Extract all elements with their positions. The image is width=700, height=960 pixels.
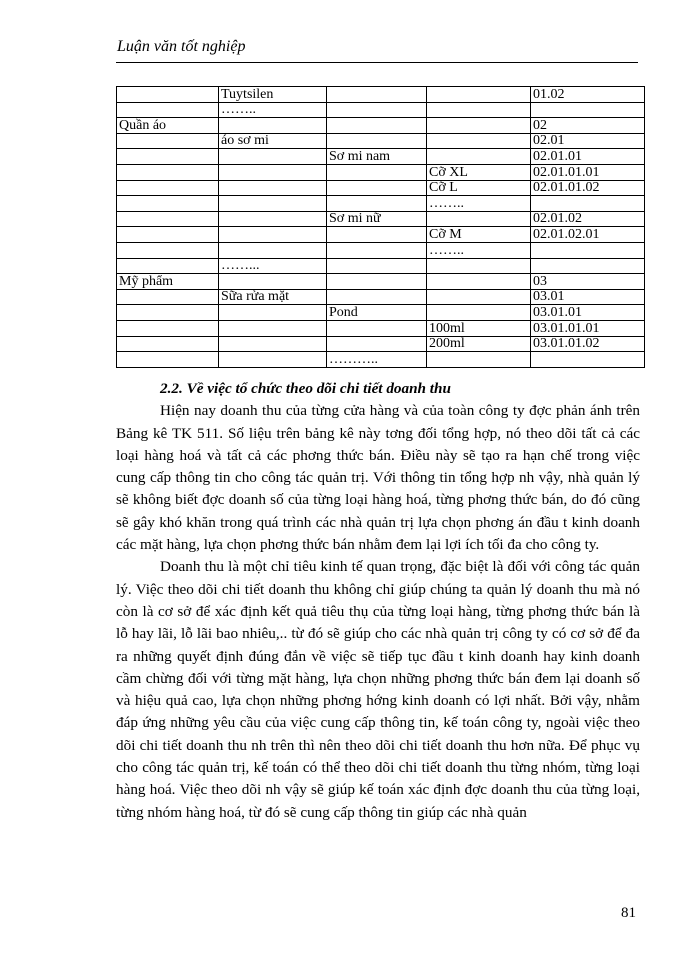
- table-cell: Sơ mi nữ: [327, 211, 427, 227]
- table-cell: [327, 258, 427, 274]
- table-cell: [531, 102, 645, 118]
- section-heading: 2.2. Về việc tổ chức theo dõi chi tiết doanh thu: [160, 380, 451, 397]
- table-cell: [427, 258, 531, 274]
- table-cell: [531, 352, 645, 368]
- table-cell: [117, 164, 219, 180]
- table-cell: Sơ mi nam: [327, 149, 427, 165]
- table-row: [117, 352, 645, 368]
- table-row: [117, 305, 645, 321]
- table-row: [117, 180, 645, 196]
- table-row: [117, 336, 645, 352]
- table-cell: [427, 289, 531, 305]
- table-cell: [219, 274, 327, 290]
- table-cell: [427, 352, 531, 368]
- table-cell: [117, 133, 219, 149]
- table-cell: 03.01.01: [531, 305, 645, 321]
- table-cell: [117, 180, 219, 196]
- table-cell: [117, 305, 219, 321]
- paragraph-1: Hiện nay doanh thu của từng cửa hàng và của toàn công ty đợc phản ánh trên Bảng kê TK 511. Số liệu trên bảng kê này tơng đối tổng hợp, nó theo dõi tất cả các loại hàng hoá và tất cả các phơng thức bán. Điều này sẽ tạo ra hạn chế trong việc cung cấp thông tin cho công tác quản trị. Với thông tin tổng hợp nh vậy, nhà quản lý sẽ không biết đợc doanh số của từng loại hàng hoá, từng phơng thức bán, do đó cũng sẽ gây khó khăn trong quá trình các nhà quản trị lựa chọn phơng án đầu t kinh doanh các mặt hàng, lựa chọn phơng thức bán nhằm đem lại lợi ích tối đa cho công ty.: [116, 402, 640, 554]
- table-cell: Sữa rửa mặt: [219, 289, 327, 305]
- table-cell: [117, 336, 219, 352]
- table-row: [117, 211, 645, 227]
- table-cell: ……..: [219, 102, 327, 118]
- table-row: [117, 149, 645, 165]
- table-row: [117, 102, 645, 118]
- table-cell: [427, 149, 531, 165]
- table-cell: [327, 274, 427, 290]
- table-cell: Cỡ L: [427, 180, 531, 196]
- table-cell: [117, 258, 219, 274]
- table-cell: [327, 102, 427, 118]
- running-header: Luận văn tốt nghiệp: [117, 38, 246, 55]
- table-cell: [427, 87, 531, 103]
- table-cell: [327, 87, 427, 103]
- table-row: [117, 196, 645, 212]
- table-row: [117, 289, 645, 305]
- table-cell: 03.01: [531, 289, 645, 305]
- table-cell: [427, 274, 531, 290]
- table-cell: [219, 211, 327, 227]
- table-cell: [219, 352, 327, 368]
- table-cell: 03.01.01.02: [531, 336, 645, 352]
- page-number: 81: [621, 905, 636, 921]
- table-cell: [327, 180, 427, 196]
- table-cell: 02.01.01: [531, 149, 645, 165]
- table-cell: 03.01.01.01: [531, 320, 645, 336]
- table-cell: 03: [531, 274, 645, 290]
- table-cell: [117, 320, 219, 336]
- table-cell: [117, 289, 219, 305]
- table-cell: Pond: [327, 305, 427, 321]
- table-cell: [427, 133, 531, 149]
- table-cell: 02: [531, 118, 645, 134]
- table-cell: [327, 242, 427, 258]
- table-cell: [117, 211, 219, 227]
- table-cell: [531, 258, 645, 274]
- product-code-table-body: [117, 87, 645, 368]
- table-cell: ……...: [219, 258, 327, 274]
- table-cell: [327, 336, 427, 352]
- table-cell: [427, 305, 531, 321]
- table-cell: [219, 118, 327, 134]
- table-cell: [219, 164, 327, 180]
- table-cell: ……..: [427, 242, 531, 258]
- table-cell: Cỡ XL: [427, 164, 531, 180]
- table-cell: [327, 133, 427, 149]
- table-cell: 02.01.01.02: [531, 180, 645, 196]
- table-cell: Quần áo: [117, 118, 219, 134]
- table-cell: [219, 180, 327, 196]
- table-cell: [531, 196, 645, 212]
- table-cell: [117, 149, 219, 165]
- table-cell: [219, 242, 327, 258]
- table-cell: [427, 211, 531, 227]
- table-row: [117, 274, 645, 290]
- header-rule: [116, 62, 638, 63]
- table-cell: [219, 320, 327, 336]
- table-row: [117, 133, 645, 149]
- table-cell: áo sơ mi: [219, 133, 327, 149]
- table-cell: 02.01: [531, 133, 645, 149]
- table-cell: [531, 242, 645, 258]
- table-cell: [327, 320, 427, 336]
- table-cell: [219, 336, 327, 352]
- table-cell: 100ml: [427, 320, 531, 336]
- table-row: [117, 258, 645, 274]
- table-cell: [327, 227, 427, 243]
- table-cell: [327, 164, 427, 180]
- table-cell: [427, 102, 531, 118]
- table-cell: [117, 352, 219, 368]
- table-row: [117, 242, 645, 258]
- paragraph-2: Doanh thu là một chỉ tiêu kinh tế quan trọng, đặc biệt là đối với công tác quản lý. Việc theo dõi chi tiết doanh thu không chỉ giúp chúng ta quản lý doanh thu mà nó còn là cơ sở để xác định kết quả tiêu thụ của từng loại hàng, từng phơng thức bán là lỗ hay lãi, lỗ lãi bao nhiêu,.. từ đó sẽ giúp cho các nhà quản trị công ty có cơ sở để đa ra những quyết định đúng đắn về việc sẽ tiếp tục đầu t kinh doanh hay kinh doanh cầm chừng đối với từng mặt hàng, lựa chọn những phơng thức bán đem lại doanh số và hiệu quả cao, lựa chọn những phơng hớng kinh doanh có lợi nhất. Bởi vậy, nhằm đáp ứng những yêu cầu của việc cung cấp thông tin, kế toán công ty, ngoài việc theo dõi chi tiết doanh thu nh trên thì nên theo dõi chi tiết doanh thu hơn nữa. Để phục vụ cho công tác quản trị, kế toán có thể theo dõi chi tiết doanh thu từng nhóm, từng loại hàng hoá. Việc theo dõi nh vậy sẽ giúp kế toán xác định đợc doanh thu của từng loại, từng nhóm hàng hoá, từ đó sẽ cung cấp thông tin giúp các nhà quản: [116, 558, 640, 821]
- table-cell: [117, 87, 219, 103]
- table-cell: [219, 227, 327, 243]
- table-cell: [117, 196, 219, 212]
- table-cell: 200ml: [427, 336, 531, 352]
- table-cell: 02.01.01.01: [531, 164, 645, 180]
- table-row: [117, 164, 645, 180]
- table-cell: [117, 242, 219, 258]
- table-cell: Tuytsilen: [219, 87, 327, 103]
- table-cell: [219, 149, 327, 165]
- table-cell: [117, 102, 219, 118]
- table-row: [117, 227, 645, 243]
- table-cell: [219, 196, 327, 212]
- table-cell: ……..: [427, 196, 531, 212]
- table-row: [117, 118, 645, 134]
- table-cell: [219, 305, 327, 321]
- table-cell: [427, 118, 531, 134]
- table-cell: 02.01.02: [531, 211, 645, 227]
- table-row: [117, 87, 645, 103]
- table-cell: Cỡ M: [427, 227, 531, 243]
- table-cell: 02.01.02.01: [531, 227, 645, 243]
- table-cell: [327, 289, 427, 305]
- table-cell: [117, 227, 219, 243]
- table-cell: ………..: [327, 352, 427, 368]
- table-row: [117, 320, 645, 336]
- section-body: [116, 378, 640, 824]
- table-cell: [327, 118, 427, 134]
- table-cell: [327, 196, 427, 212]
- table-cell: Mỹ phẩm: [117, 274, 219, 290]
- product-code-table: [116, 86, 645, 368]
- table-cell: 01.02: [531, 87, 645, 103]
